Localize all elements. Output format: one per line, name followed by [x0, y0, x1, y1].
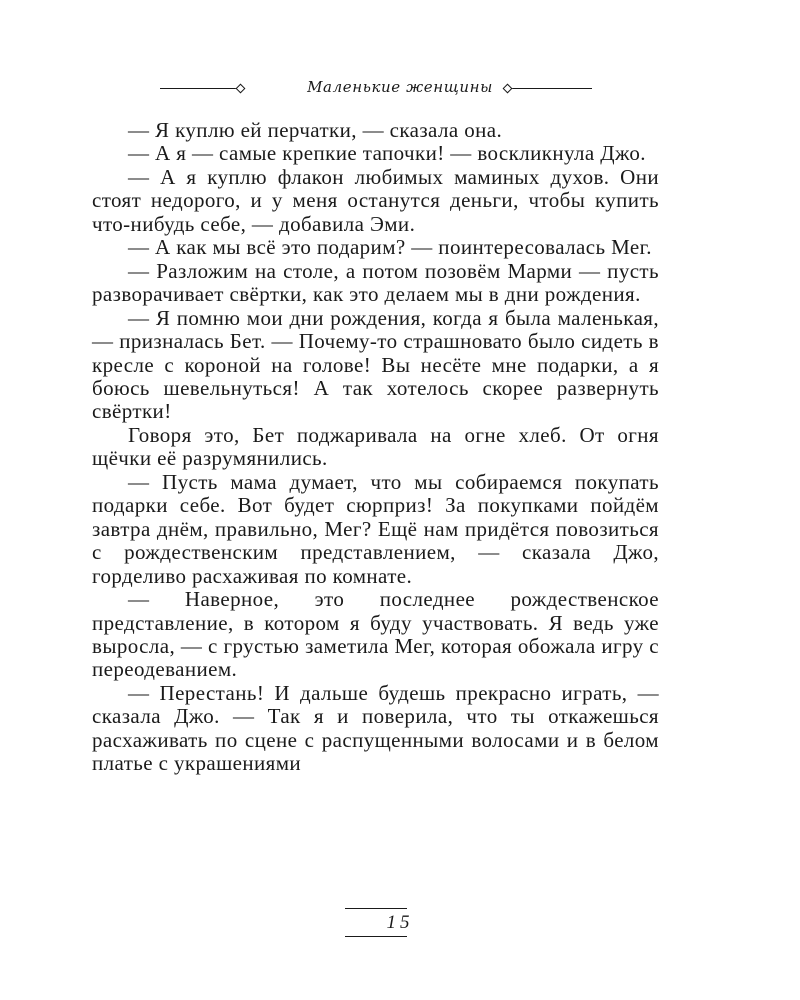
running-header [0, 76, 800, 100]
body-text [92, 119, 659, 776]
page-footer [0, 905, 800, 945]
paragraph: — Наверное, это последнее рождественское представление, в котором я буду участвовать. Я ведь уже выросла, — с грустью заметила Мег, которая обожала игру с переодеванием. [92, 587, 659, 682]
paragraph: — А я куплю флакон любимых маминых духов. Они стоят недорого, и у меня останутся деньги, чтобы купить что-нибудь себе, — добавила Эми. [92, 164, 659, 236]
paragraph: — Я куплю ей перчатки, — сказала она. [128, 118, 503, 142]
page-number: 15 [386, 912, 414, 933]
paragraph: — Перестань! И дальше будешь прекрасно играть, — сказала Джо. — Так я и поверила, что ты откажешься расхаживать по сцене с распущенными волосами и в белом платье с украшениями [92, 680, 659, 776]
paragraph: — А я — самые крепкие тапочки! — воскликнула Джо. [128, 141, 646, 166]
page-number-rule-bottom [345, 936, 407, 937]
page-number-rule-top [345, 908, 407, 909]
paragraph: — Пусть мама думает, что мы собираемся покупать подарки себе. Вот будет сюрприз! За покупками пойдём завтра днём, правильно, Мег? Ещё нам придётся повозиться с рождественским представлением, — сказала Джо, горделиво расхаживая по комнате. [92, 469, 659, 588]
paragraph: Говоря это, Бет поджаривала на огне хлеб. От огня щёчки её разрумянились. [92, 422, 659, 471]
paragraph: — Я помню мои дни рождения, когда я была маленькая, — призналась Бет. — Почему-то страшновато было сидеть в кресле с короной на голове! Вы несёте мне подарки, а я боюсь шевельнуться! А так хотелось скорее развернуть свёртки! [92, 305, 659, 424]
paragraph: — Разложим на столе, а потом позовём Марми — пусть разворачивает свёртки, как это делаем мы в дни рождения. [92, 258, 659, 307]
book-title: Маленькие женщины [307, 78, 493, 96]
header-ornament-right [508, 88, 592, 89]
paragraph: — А как мы всё это подарим? — поинтересовалась Мег. [128, 235, 652, 260]
